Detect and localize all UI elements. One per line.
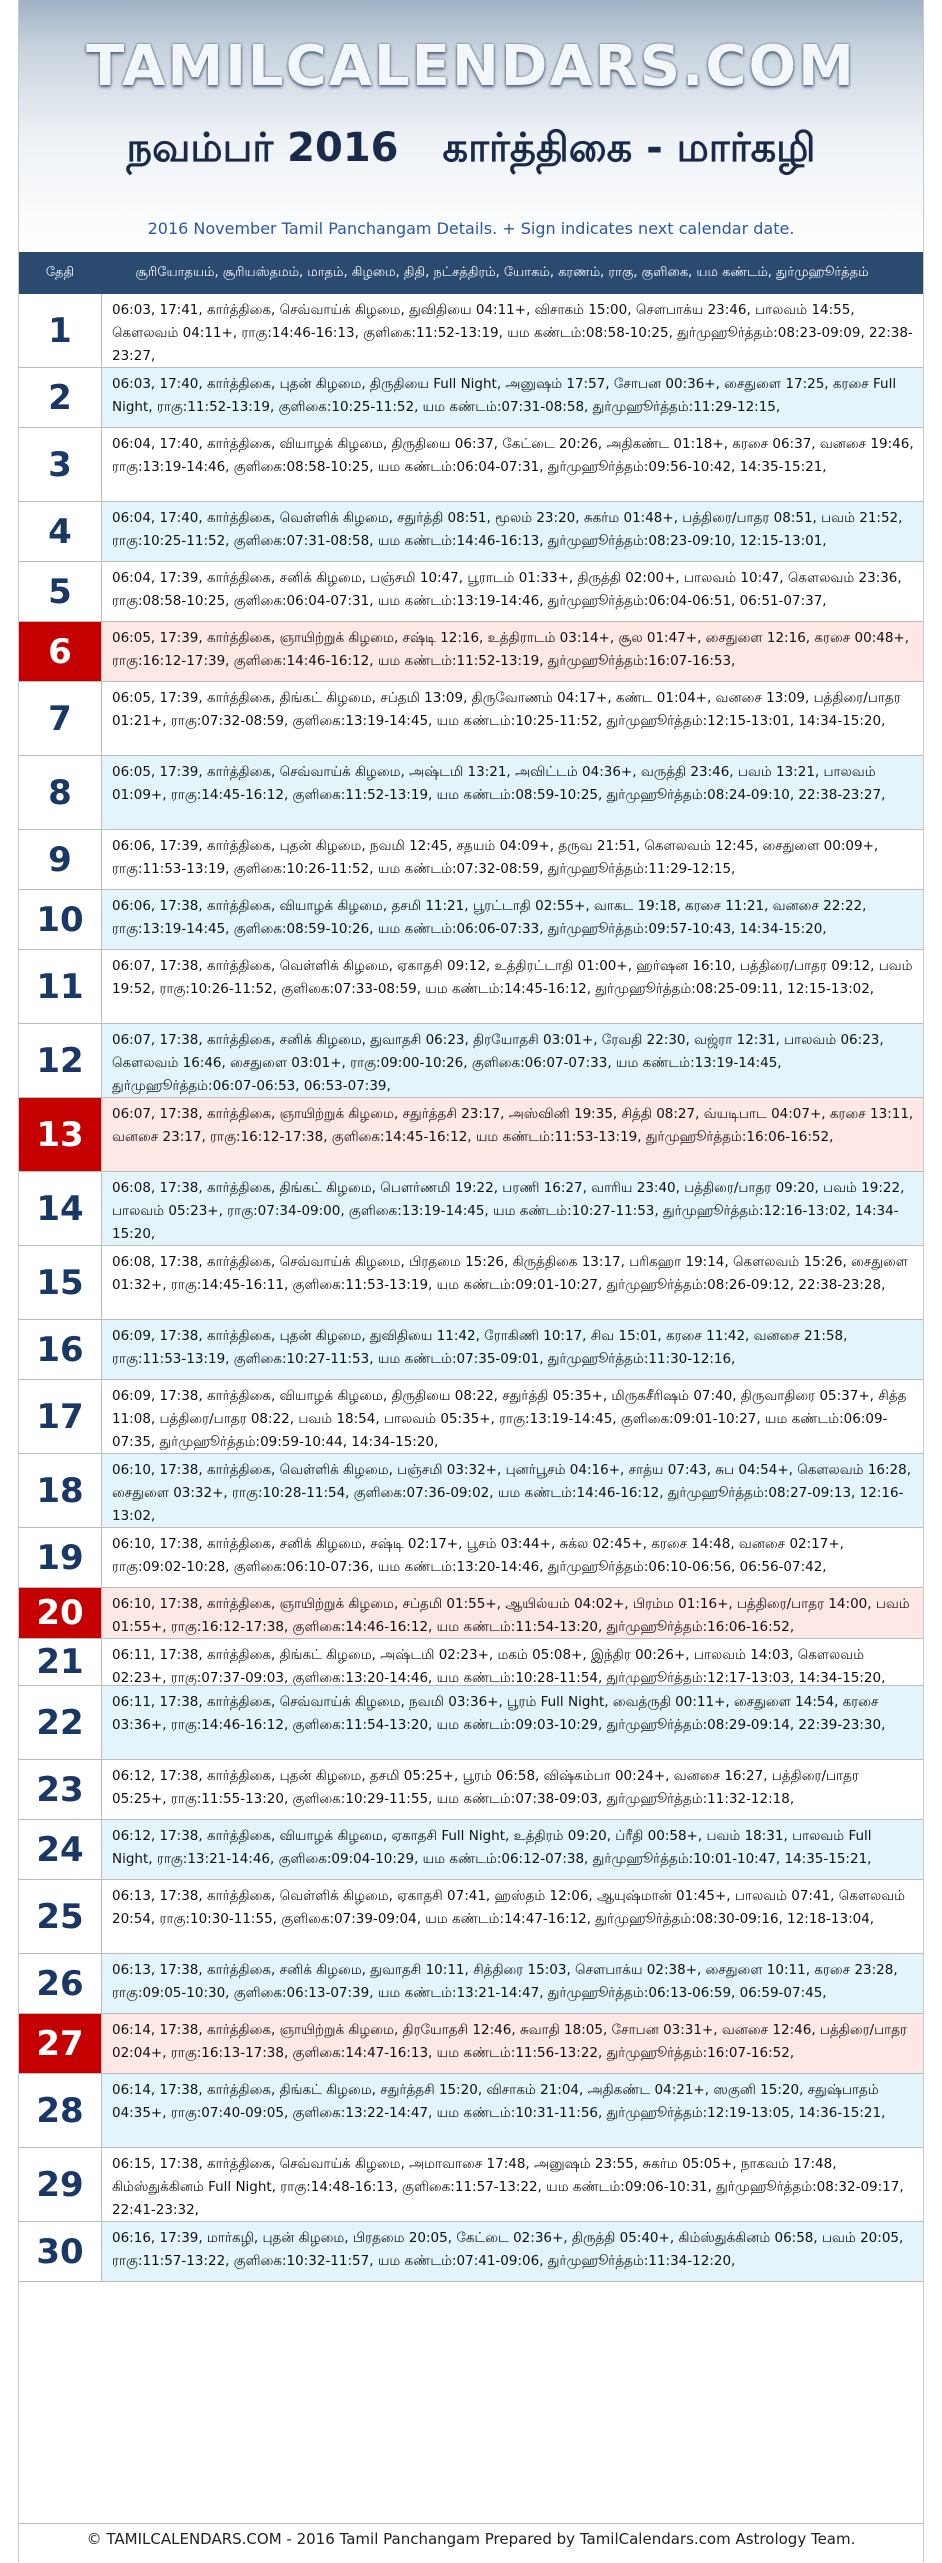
date-cell: 18 (19, 1454, 102, 1527)
table-row (19, 1588, 923, 1639)
panchangam-details: 06:13, 17:38, கார்த்திகை, வெள்ளிக் கிழமை, ஏகாதசி 07:41, ஹஸ்தம் 12:06, ஆயுஷ்மான் 01:45+, பாலவம் 07:41, கௌலவம் 20:54, ராகு:10:30-11:55, குளிகை:07:39-09:04, யம கண்டம்:14:47-16:12, துர்முஹூர்த்தம்:08:30-09:16, 12:18-13:04, (102, 1880, 923, 1953)
table-row (19, 2148, 923, 2222)
date-cell: 4 (19, 502, 102, 561)
panchangam-details: 06:14, 17:38, கார்த்திகை, ஞாயிற்றுக் கிழமை, திரயோதசி 12:46, சுவாதி 18:05, சோபன 03:31+, வனசை 12:46, பத்திரை/பாதர 02:04+, ராகு:16:13-17:38, குளிகை:14:47-16:13, யம கண்டம்:11:56-13:22, துர்முஹூர்த்தம்:16:07-16:52, (102, 2014, 923, 2073)
tamil-month-range: கார்த்திகை - மார்கழி (442, 125, 816, 171)
table-row (19, 1246, 923, 1320)
page-footer: © TAMILCALENDARS.COM - 2016 Tamil Panchangam Prepared by TamilCalendars.com Astrology Team. (19, 2523, 923, 2563)
date-cell: 17 (19, 1380, 102, 1453)
date-cell: 28 (19, 2074, 102, 2147)
table-row (19, 2074, 923, 2148)
panchangam-details: 06:10, 17:38, கார்த்திகை, வெள்ளிக் கிழமை, பஞ்சமி 03:32+, புனர்பூசம் 04:16+, சாத்ய 07:43, சுப 04:54+, கௌலவம் 16:28, சைதுளை 03:32+, ராகு:10:28-11:54, குளிகை:07:36-09:02, யம கண்டம்:14:46-16:12, துர்முஹூர்த்தம்:08:27-09:13, 12:16-13:02, (102, 1454, 923, 1527)
site-title[interactable]: TAMILCALENDARS.COM (86, 34, 856, 99)
date-cell: 13 (19, 1098, 102, 1171)
table-row (19, 1380, 923, 1454)
date-cell: 21 (19, 1639, 102, 1685)
panchangam-details: 06:13, 17:38, கார்த்திகை, சனிக் கிழமை, துவாதசி 10:11, சித்திரை 15:03, சௌபாக்ய 02:38+, சைதுளை 10:11, கரசை 23:28, ராகு:09:05-10:30, குளிகை:06:13-07:39, யம கண்டம்:13:21-14:47, துர்முஹூர்த்தம்:06:13-06:59, 06:59-07:45, (102, 1954, 923, 2013)
panchangam-details: 06:07, 17:38, கார்த்திகை, வெள்ளிக் கிழமை, ஏகாதசி 09:12, உத்திரட்டாதி 01:00+, ஹர்ஷன 16:10, பத்திரை/பாதர 09:12, பவம் 19:52, ராகு:10:26-11:52, குளிகை:07:33-08:59, யம கண்டம்:14:45-16:12, துர்முஹூர்த்தம்:08:25-09:11, 12:15-13:02, (102, 950, 923, 1023)
table-row (19, 622, 923, 682)
date-cell: 19 (19, 1528, 102, 1587)
panchangam-details: 06:11, 17:38, கார்த்திகை, திங்கட் கிழமை, அஷ்டமி 02:23+, மகம் 05:08+, இந்திர 00:26+, பாலவம் 14:03, கௌலவம் 02:23+, ராகு:07:37-09:03, குளிகை:13:20-14:46, யம கண்டம்:10:28-11:54, துர்முஹூர்த்தம்:12:17-13:03, 14:34-15:20, (102, 1639, 923, 1685)
table-row (19, 368, 923, 428)
panchangam-details: 06:06, 17:38, கார்த்திகை, வியாழக் கிழமை, தசமி 11:21, பூரட்டாதி 02:55+, வாகட 19:18, கரசை 11:21, வனசை 22:22, ராகு:13:19-14:45, குளிகை:08:59-10:26, யம கண்டம்:06:06-07:33, துர்முஹூர்த்தம்:09:57-10:43, 14:34-15:20, (102, 890, 923, 949)
panchangam-details: 06:10, 17:38, கார்த்திகை, ஞாயிற்றுக் கிழமை, சப்தமி 01:55+, ஆயில்யம் 04:02+, பிரம்ம 01:16+, பத்திரை/பாதர 14:00, பவம் 01:55+, ராகு:16:12-17:38, குளிகை:14:46-16:12, யம கண்டம்:11:54-13:20, துர்முஹூர்த்தம்:16:06-16:52, (102, 1588, 923, 1638)
panchangam-details: 06:08, 17:38, கார்த்திகை, செவ்வாய்க் கிழமை, பிரதமை 15:26, கிருத்திகை 13:17, பரிகஹா 19:14, கௌலவம் 15:26, சைதுளை 01:32+, ராகு:14:45-16:11, குளிகை:11:53-13:19, யம கண்டம்:09:01-10:27, துர்முஹூர்த்தம்:08:26-09:12, 22:38-23:28, (102, 1246, 923, 1319)
page-header (19, 0, 923, 252)
table-row (19, 1528, 923, 1588)
table-row (19, 1760, 923, 1820)
panchangam-details: 06:05, 17:39, கார்த்திகை, செவ்வாய்க் கிழமை, அஷ்டமி 13:21, அவிட்டம் 04:36+, வருத்தி 23:46, பவம் 13:21, பாலவம் 01:09+, ராகு:14:45-16:12, குளிகை:11:52-13:19, யம கண்டம்:08:59-10:25, துர்முஹூர்த்தம்:08:24-09:10, 22:38-23:27, (102, 756, 923, 829)
table-row (19, 1454, 923, 1528)
panchangam-details: 06:05, 17:39, கார்த்திகை, திங்கட் கிழமை, சப்தமி 13:09, திருவோணம் 04:17+, கண்ட 01:04+, வனசை 13:09, பத்திரை/பாதர 01:21+, ராகு:07:32-08:59, குளிகை:13:19-14:45, யம கண்டம்:10:25-11:52, துர்முஹூர்த்தம்:12:15-13:01, 14:34-15:20, (102, 682, 923, 755)
date-cell: 25 (19, 1880, 102, 1953)
panchangam-details: 06:12, 17:38, கார்த்திகை, புதன் கிழமை, தசமி 05:25+, பூரம் 06:58, விஷ்கம்பா 00:24+, வனசை 16:27, பத்திரை/பாதர 05:25+, ராகு:11:55-13:20, குளிகை:10:29-11:55, யம கண்டம்:07:38-09:03, துர்முஹூர்த்தம்:11:32-12:18, (102, 1760, 923, 1819)
table-row (19, 502, 923, 562)
table-row (19, 1098, 923, 1172)
date-cell: 6 (19, 622, 102, 681)
date-cell: 29 (19, 2148, 102, 2221)
date-cell: 5 (19, 562, 102, 621)
table-row (19, 830, 923, 890)
date-cell: 7 (19, 682, 102, 755)
calendar-rows (19, 294, 923, 2282)
date-cell: 2 (19, 368, 102, 427)
panchangam-details: 06:05, 17:39, கார்த்திகை, ஞாயிற்றுக் கிழமை, சஷ்டி 12:16, உத்திராடம் 03:14+, சூல 01:47+, சைதுளை 12:16, கரசை 00:48+, ராகு:16:12-17:39, குளிகை:14:46-16:12, யம கண்டம்:11:52-13:19, துர்முஹூர்த்தம்:16:07-16:53, (102, 622, 923, 681)
date-cell: 1 (19, 294, 102, 367)
table-row (19, 1320, 923, 1380)
panchangam-details: 06:04, 17:40, கார்த்திகை, வியாழக் கிழமை, திருதியை 06:37, கேட்டை 20:26, அதிகண்ட 01:18+, கரசை 06:37, வனசை 19:46, ராகு:13:19-14:46, குளிகை:08:58-10:25, யம கண்டம்:06:04-07:31, துர்முஹூர்த்தம்:09:56-10:42, 14:35-15:21, (102, 428, 923, 501)
table-row (19, 890, 923, 950)
panchangam-details: 06:09, 17:38, கார்த்திகை, வியாழக் கிழமை, திருதியை 08:22, சதுர்த்தி 05:35+, மிருகசீரிஷம் 07:40, திருவாதிரை 05:37+, சித்த 11:08, பத்திரை/பாதர 08:22, பவம் 18:54, பாலவம் 05:35+, ராகு:13:19-14:45, குளிகை:09:01-10:27, யம கண்டம்:06:09-07:35, துர்முஹூர்த்தம்:09:59-10:44, 14:34-15:20, (102, 1380, 923, 1453)
date-cell: 15 (19, 1246, 102, 1319)
table-row (19, 682, 923, 756)
table-row (19, 562, 923, 622)
table-header (19, 252, 923, 294)
panchangam-details: 06:09, 17:38, கார்த்திகை, புதன் கிழமை, துவிதியை 11:42, ரோகிணி 10:17, சிவ 15:01, கரசை 11:42, வனசை 21:58, ராகு:11:53-13:19, குளிகை:10:27-11:53, யம கண்டம்:07:35-09:01, துர்முஹூர்த்தம்:11:30-12:16, (102, 1320, 923, 1379)
panchangam-details: 06:07, 17:38, கார்த்திகை, சனிக் கிழமை, துவாதசி 06:23, திரயோதசி 03:01+, ரேவதி 22:30, வஜ்ரா 12:31, பாலவம் 06:23, கௌலவம் 16:46, சைதுளை 03:01+, ராகு:09:00-10:26, குளிகை:06:07-07:33, யம கண்டம்:13:19-14:45, துர்முஹூர்த்தம்:06:07-06:53, 06:53-07:39, (102, 1024, 923, 1097)
table-row (19, 1820, 923, 1880)
date-cell: 14 (19, 1172, 102, 1245)
table-row (19, 294, 923, 368)
date-cell: 27 (19, 2014, 102, 2073)
table-row (19, 1954, 923, 2014)
table-row (19, 1172, 923, 1246)
date-cell: 26 (19, 1954, 102, 2013)
date-cell: 8 (19, 756, 102, 829)
date-cell: 22 (19, 1686, 102, 1759)
date-cell: 20 (19, 1588, 102, 1638)
table-row (19, 2222, 923, 2282)
date-cell: 30 (19, 2222, 102, 2281)
panchangam-details: 06:16, 17:39, மார்கழி, புதன் கிழமை, பிரதமை 20:05, கேட்டை 02:36+, திருத்தி 05:40+, கிம்ஸ்துக்கினம் 06:58, பவம் 20:05, ராகு:11:57-13:22, குளிகை:10:32-11:57, யம கண்டம்:07:41-09:06, துர்முஹூர்த்தம்:11:34-12:20, (102, 2222, 923, 2281)
table-row (19, 756, 923, 830)
panchangam-details: 06:04, 17:40, கார்த்திகை, வெள்ளிக் கிழமை, சதுர்த்தி 08:51, மூலம் 23:20, சுகர்ம 01:48+, பத்திரை/பாதர 08:51, பவம் 21:52, ராகு:10:25-11:52, குளிகை:07:31-08:58, யம கண்டம்:14:46-16:13, துர்முஹூர்த்தம்:08:23-09:10, 12:15-13:01, (102, 502, 923, 561)
date-cell: 16 (19, 1320, 102, 1379)
table-row (19, 2014, 923, 2074)
panchangam-details: 06:03, 17:40, கார்த்திகை, புதன் கிழமை, திருதியை Full Night, அனுஷம் 17:57, சோபன 00:36+, சைதுளை 17:25, கரசை Full Night, ராகு:11:52-13:19, குளிகை:10:25-11:52, யம கண்டம்:07:31-08:58, துர்முஹூர்த்தம்:11:29-12:15, (102, 368, 923, 427)
date-cell: 10 (19, 890, 102, 949)
panchangam-details: 06:08, 17:38, கார்த்திகை, திங்கட் கிழமை, பௌர்ணமி 19:22, பரணி 16:27, வாரிய 23:40, பத்திரை/பாதர 09:20, பவம் 19:22, பாலவம் 05:23+, ராகு:07:34-09:00, குளிகை:13:19-14:45, யம கண்டம்:10:27-11:53, துர்முஹூர்த்தம்:12:16-13:02, 14:34-15:20, (102, 1172, 923, 1245)
date-cell: 24 (19, 1820, 102, 1879)
panchangam-details: 06:07, 17:38, கார்த்திகை, ஞாயிற்றுக் கிழமை, சதுர்த்தசி 23:17, அஸ்வினி 19:35, சித்தி 08:27, வ்யடிபாட 04:07+, கரசை 13:11, வனசை 23:17, ராகு:16:12-17:38, குளிகை:14:45-16:12, யம கண்டம்:11:53-13:19, துர்முஹூர்த்தம்:16:06-16:52, (102, 1098, 923, 1171)
date-cell: 9 (19, 830, 102, 889)
date-cell: 11 (19, 950, 102, 1023)
table-row (19, 1880, 923, 1954)
date-cell: 3 (19, 428, 102, 501)
panchangam-details: 06:12, 17:38, கார்த்திகை, வியாழக் கிழமை, ஏகாதசி Full Night, உத்திரம் 09:20, ப்ரீதி 00:58+, பவம் 18:31, பாலவம் Full Night, ராகு:13:21-14:46, குளிகை:09:04-10:29, யம கண்டம்:06:12-07:38, துர்முஹூர்த்தம்:10:01-10:47, 14:35-15:21, (102, 1820, 923, 1879)
column-header-date: தேதி (45, 265, 75, 280)
table-row (19, 1639, 923, 1686)
table-row (19, 950, 923, 1024)
table-row (19, 428, 923, 502)
subtitle: 2016 November Tamil Panchangam Details. + Sign indicates next calendar date. (147, 219, 795, 238)
month-title (19, 125, 923, 176)
table-row (19, 1024, 923, 1098)
panchangam-details: 06:11, 17:38, கார்த்திகை, செவ்வாய்க் கிழமை, நவமி 03:36+, பூரம் Full Night, வைத்ருதி 00:11+, சைதுளை 14:54, கரசை 03:36+, ராகு:14:46-16:12, குளிகை:11:54-13:20, யம கண்டம்:09:03-10:29, துர்முஹூர்த்தம்:08:29-09:14, 22:39-23:30, (102, 1686, 923, 1759)
panchangam-details: 06:10, 17:38, கார்த்திகை, சனிக் கிழமை, சஷ்டி 02:17+, பூசம் 03:44+, சுக்ல 02:45+, கரசை 14:48, வனசை 02:17+, ராகு:09:02-10:28, குளிகை:06:10-07:36, யம கண்டம்:13:20-14:46, துர்முஹூர்த்தம்:06:10-06:56, 06:56-07:42, (102, 1528, 923, 1587)
panchangam-details: 06:06, 17:39, கார்த்திகை, புதன் கிழமை, நவமி 12:45, சதயம் 04:09+, தருவ 21:51, கௌலவம் 12:45, சைதுளை 00:09+, ராகு:11:53-13:19, குளிகை:10:26-11:52, யம கண்டம்:07:32-08:59, துர்முஹூர்த்தம்:11:29-12:15, (102, 830, 923, 889)
panchangam-details: 06:15, 17:38, கார்த்திகை, செவ்வாய்க் கிழமை, அமாவாசை 17:48, அனுஷம் 23:55, சுகர்ம 05:05+, நாகவம் 17:48, கிம்ஸ்துக்கினம் Full Night, ராகு:14:48-16:13, குளிகை:11:57-13:22, யம கண்டம்:09:06-10:31, துர்முஹூர்த்தம்:08:32-09:17, 22:41-23:32, (102, 2148, 923, 2221)
date-cell: 23 (19, 1760, 102, 1819)
table-row (19, 1686, 923, 1760)
panchangam-details: 06:14, 17:38, கார்த்திகை, திங்கட் கிழமை, சதுர்த்தசி 15:20, விசாகம் 21:04, அதிகண்ட 04:21+, ஸகுனி 15:20, சதுஷ்பாதம் 04:35+, ராகு:07:40-09:05, குளிகை:13:22-14:47, யம கண்டம்:10:31-11:56, துர்முஹூர்த்தம்:12:19-13:05, 14:36-15:21, (102, 2074, 923, 2147)
panchangam-details: 06:04, 17:39, கார்த்திகை, சனிக் கிழமை, பஞ்சமி 10:47, பூராடம் 01:33+, திருத்தி 02:00+, பாலவம் 10:47, கௌலவம் 23:36, ராகு:08:58-10:25, குளிகை:06:04-07:31, யம கண்டம்:13:19-14:46, துர்முஹூர்த்தம்:06:04-06:51, 06:51-07:37, (102, 562, 923, 621)
calendar-page (18, 0, 924, 2562)
date-cell: 12 (19, 1024, 102, 1097)
panchangam-details: 06:03, 17:41, கார்த்திகை, செவ்வாய்க் கிழமை, துவிதியை 04:11+, விசாகம் 15:00, சௌபாக்ய 23:46, பாலவம் 14:55, கௌலவம் 04:11+, ராகு:14:46-16:13, குளிகை:11:52-13:19, யம கண்டம்:08:58-10:25, துர்முஹூர்த்தம்:08:23-09:09, 22:38-23:27, (102, 294, 923, 367)
month-name: நவம்பர் 2016 (126, 125, 399, 171)
column-header-details: சூரியோதயம், சூரியஸ்தமம், மாதம், கிழமை, திதி, நட்சத்திரம், யோகம், கரணம், ராகு, குளிகை, யம கண்டம், துர்முஹூர்த்தம் (135, 265, 869, 280)
